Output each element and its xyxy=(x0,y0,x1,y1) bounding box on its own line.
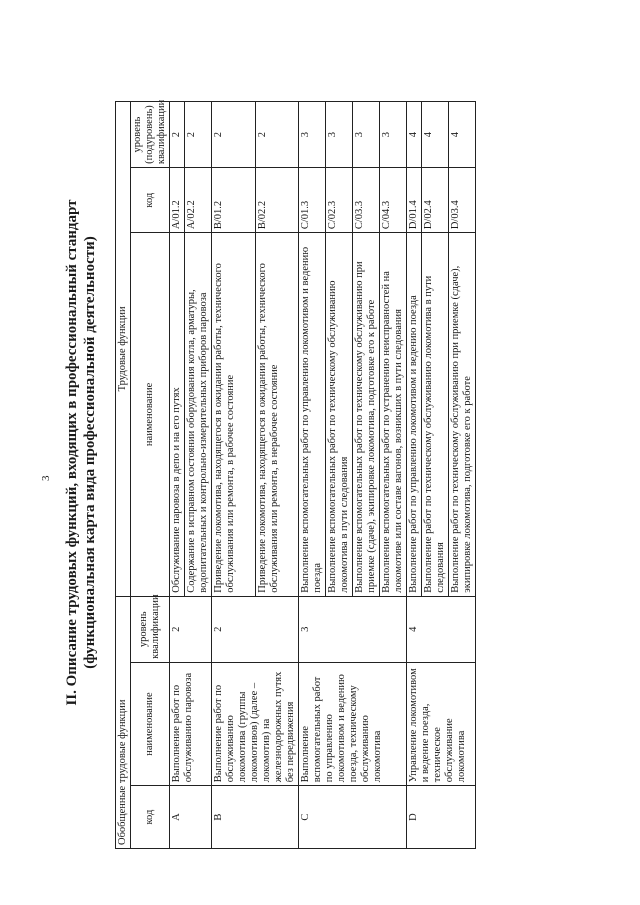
header-row-2 xyxy=(131,102,170,849)
page-title xyxy=(63,0,99,905)
function-code: B/02.2 xyxy=(255,168,299,233)
table-row xyxy=(212,102,256,849)
header-function-code: код xyxy=(131,168,170,233)
function-level: 4 xyxy=(422,102,449,168)
function-name: Выполнение вспомогательных работ по техническому обслуживанию локомотива в пути следования xyxy=(326,233,353,597)
group-level: 2 xyxy=(212,596,299,662)
group-name: Выполнение вспомогательных работ по управлению локомотивом и ведению поезда, техническому обслуживанию локомотива xyxy=(299,662,407,785)
function-code: C/03.3 xyxy=(353,168,380,233)
function-code: C/04.3 xyxy=(380,168,407,233)
function-name: Выполнение вспомогательных работ по управлению локомотивом и ведению поезда xyxy=(299,233,326,597)
table-body xyxy=(170,102,476,849)
function-level: 3 xyxy=(326,102,353,168)
function-name: Выполнение вспомогательных работ по техническому обслуживанию при приемке (сдаче), экипировке локомотива, подготовке его к работе xyxy=(353,233,380,597)
function-level: 2 xyxy=(170,102,185,168)
group-name: Выполнение работ по обслуживанию локомотива (группы локомотивов) (далее – локомотив) на железнодорожных путях без передвижения xyxy=(212,662,299,785)
function-code: D/02.4 xyxy=(422,168,449,233)
table-row xyxy=(170,102,185,849)
table-row xyxy=(407,102,422,849)
function-name: Приведение локомотива, находящегося в ожидании работы, технического обслуживания или ремонта, в нерабочее состояние xyxy=(255,233,299,597)
function-level: 2 xyxy=(185,102,212,168)
header-name: наименование xyxy=(131,662,170,785)
function-name: Выполнение работ по техническому обслуживанию при приемке (сдаче), экипировке локомотива, подготовке его к работе xyxy=(449,233,476,597)
header-sublevel: уровень (подуровень) квалификации xyxy=(131,102,170,168)
function-code: D/03.4 xyxy=(449,168,476,233)
function-level: 3 xyxy=(380,102,407,168)
header-function-name: наименование xyxy=(131,233,170,597)
group-name: Выполнение работ по обслуживанию паровоза xyxy=(170,662,212,785)
header-code: код xyxy=(131,786,170,849)
group-level: 3 xyxy=(299,596,407,662)
title-line-2: (функциональная карта вида профессиональной деятельности) xyxy=(82,236,98,669)
function-name: Выполнение вспомогательных работ по устранению неисправностей на локомотиве или составе вагонов, возникших в пути следования xyxy=(380,233,407,597)
function-level: 2 xyxy=(255,102,299,168)
table-row xyxy=(299,102,326,849)
function-name: Содержание в исправном состоянии оборудования котла, арматуры, водопитательных и контрольно-измерительных приборов паровоза xyxy=(185,233,212,597)
group-code: C xyxy=(299,786,407,849)
title-line-1: II. Описание трудовых функций, входящих в профессиональный стандарт xyxy=(64,199,80,706)
header-level: уровень квалификации xyxy=(131,596,170,662)
group-name: Управление локомотивом и ведение поезда, техническое обслуживание локомотива xyxy=(407,662,476,785)
function-code: D/01.4 xyxy=(407,168,422,233)
functional-map-table xyxy=(115,101,476,849)
function-code: B/01.2 xyxy=(212,168,256,233)
group-level: 4 xyxy=(407,596,476,662)
function-code: C/02.3 xyxy=(326,168,353,233)
group-code: A xyxy=(170,786,212,849)
function-name: Обслуживание паровоза в депо и на его путях xyxy=(170,233,185,597)
function-level: 4 xyxy=(407,102,422,168)
function-code: A/01.2 xyxy=(170,168,185,233)
function-level: 2 xyxy=(212,102,256,168)
function-level: 3 xyxy=(353,102,380,168)
group-level: 2 xyxy=(170,596,212,662)
group-code: B xyxy=(212,786,299,849)
header-generalized-functions: Обобщенные трудовые функции xyxy=(116,596,131,848)
header-labor-functions: Трудовые функции xyxy=(116,102,131,597)
function-level: 3 xyxy=(299,102,326,168)
function-name: Выполнение работ по техническому обслуживанию локомотива в пути следования xyxy=(422,233,449,597)
function-code: A/02.2 xyxy=(185,168,212,233)
group-code: D xyxy=(407,786,476,849)
function-name: Выполнение работ по управлению локомотивом и ведению поезда xyxy=(407,233,422,597)
function-code: C/01.3 xyxy=(299,168,326,233)
page-number: 3 xyxy=(40,475,52,481)
header-row-1 xyxy=(116,102,131,849)
function-level: 4 xyxy=(449,102,476,168)
function-name: Приведение локомотива, находящегося в ожидании работы, технического обслуживания или ремонта, в рабочее состояние xyxy=(212,233,256,597)
